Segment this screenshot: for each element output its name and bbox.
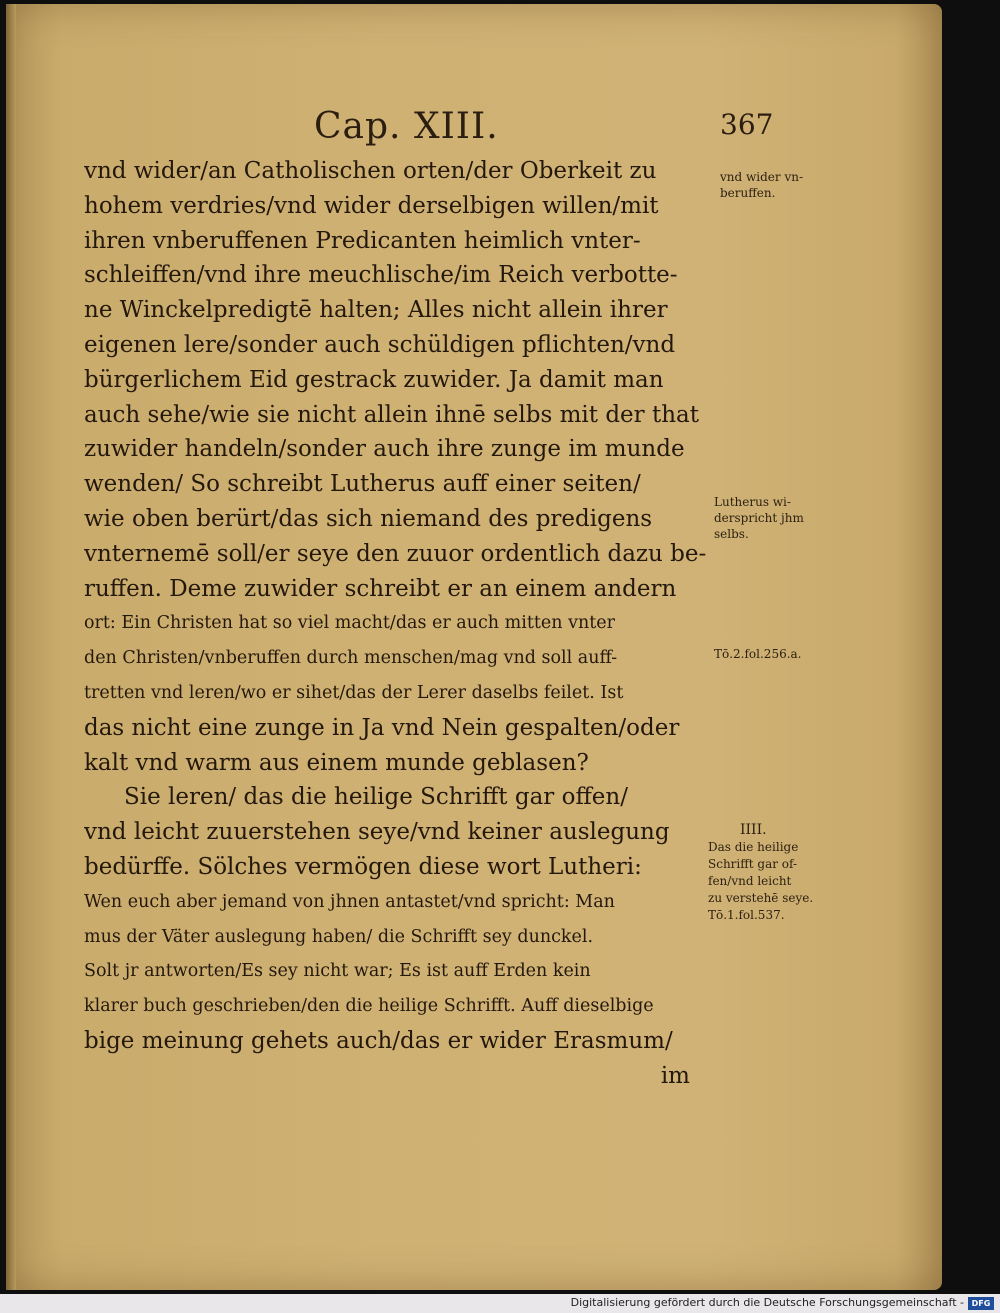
page-number: 367 xyxy=(720,108,774,141)
funding-credit: Digitalisierung gefördert durch die Deutsche Forschungsgemeinschaft - xyxy=(570,1296,964,1309)
quote-line: Solt jr antworten/Es sey nicht war; Es ist auff Erden kein xyxy=(84,961,591,982)
margin-note-line: fen/vnd leicht xyxy=(708,874,792,888)
margin-note-line: zu verstehē seye. xyxy=(708,891,814,905)
text-line: schleiffen/vnd ihre meuchlische/im Reich verbotte- xyxy=(84,262,678,289)
text-line: ihren vnberuffenen Predicanten heimlich vnter- xyxy=(84,227,641,254)
margin-section-number: IIII. xyxy=(740,822,767,838)
margin-note-beruffen xyxy=(720,169,803,201)
margin-note-section-iiii xyxy=(708,822,813,924)
quote-line: den Christen/vnberuffen durch menschen/mag vnd soll auff- xyxy=(84,648,618,669)
book-page xyxy=(6,4,942,1290)
text-line: hohem verdries/vnd wider derselbigen willen/mit xyxy=(84,192,659,219)
margin-note-line: Schrifft gar of- xyxy=(708,857,798,871)
margin-note-line: Lutherus wi- xyxy=(714,495,791,509)
page-gutter-edge xyxy=(6,4,16,1290)
text-line: bige meinung gehets auch/das er wider Erasmum/ xyxy=(84,1027,673,1054)
text-line: wie oben berürt/das sich niemand des predigens xyxy=(84,505,653,532)
margin-note-lutherus xyxy=(714,494,804,542)
digitization-footer xyxy=(0,1294,1000,1313)
text-line: auch sehe/wie sie nicht allein ihnē selbs mit der that xyxy=(84,401,699,428)
text-line: vnd leicht zuuerstehen seye/vnd keiner auslegung xyxy=(84,819,670,846)
catchword: im xyxy=(660,1062,690,1089)
dfg-logo: DFG xyxy=(968,1297,994,1310)
text-line: bürgerlichem Eid gestrack zuwider. Ja damit man xyxy=(84,366,664,393)
quote-line: klarer buch geschrieben/den die heilige Schrifft. Auff dieselbige xyxy=(84,996,654,1017)
text-line: das nicht eine zunge in Ja vnd Nein gespalten/oder xyxy=(84,714,680,741)
text-line: bedürffe. Sölches vermögen diese wort Lutheri: xyxy=(84,853,642,880)
text-line: vnternemē soll/er seye den zuuor ordentlich dazu be- xyxy=(84,540,707,567)
margin-note-line: Tō.1.fol.537. xyxy=(708,908,785,922)
page-header xyxy=(6,104,942,154)
margin-note-line: derspricht jhm xyxy=(714,511,804,525)
text-line: kalt vnd warm aus einem munde geblasen? xyxy=(84,749,589,776)
margin-note-reference-tome2 xyxy=(714,646,802,662)
running-head: Cap. XIII. xyxy=(314,106,499,147)
text-line: eigenen lere/sonder auch schüldigen pflichten/vnd xyxy=(84,331,676,358)
text-line: ne Winckelpredigtē halten; Alles nicht allein ihrer xyxy=(84,297,668,324)
text-line: ruffen. Deme zuwider schreibt er an einem andern xyxy=(84,575,677,602)
quote-line: Wen euch aber jemand von jhnen antastet/vnd spricht: Man xyxy=(84,891,615,912)
margin-note-line: Tō.2.fol.256.a. xyxy=(714,647,802,661)
main-text-block xyxy=(84,154,712,1094)
quote-line: mus der Väter auslegung haben/ die Schrifft sey dunckel. xyxy=(84,926,594,947)
margin-note-line: Das die heilige xyxy=(708,840,799,854)
text-line: zuwider handeln/sonder auch ihre zunge im munde xyxy=(84,436,685,463)
text-line: vnd wider/an Catholischen orten/der Oberkeit zu xyxy=(84,158,657,184)
quote-line: ort: Ein Christen hat so viel macht/das er auch mitten vnter xyxy=(84,613,615,634)
margin-note-line: beruffen. xyxy=(720,186,776,200)
quote-line: tretten vnd leren/wo er sihet/das der Lerer daselbs feilet. Ist xyxy=(84,682,624,703)
text-line: wenden/ So schreibt Lutherus auff einer seiten/ xyxy=(84,471,641,498)
paragraph-start-line: Sie leren/ das die heilige Schrifft gar offen/ xyxy=(124,784,628,811)
margin-note-line: selbs. xyxy=(714,527,749,541)
margin-note-line: vnd wider vn- xyxy=(720,170,804,184)
